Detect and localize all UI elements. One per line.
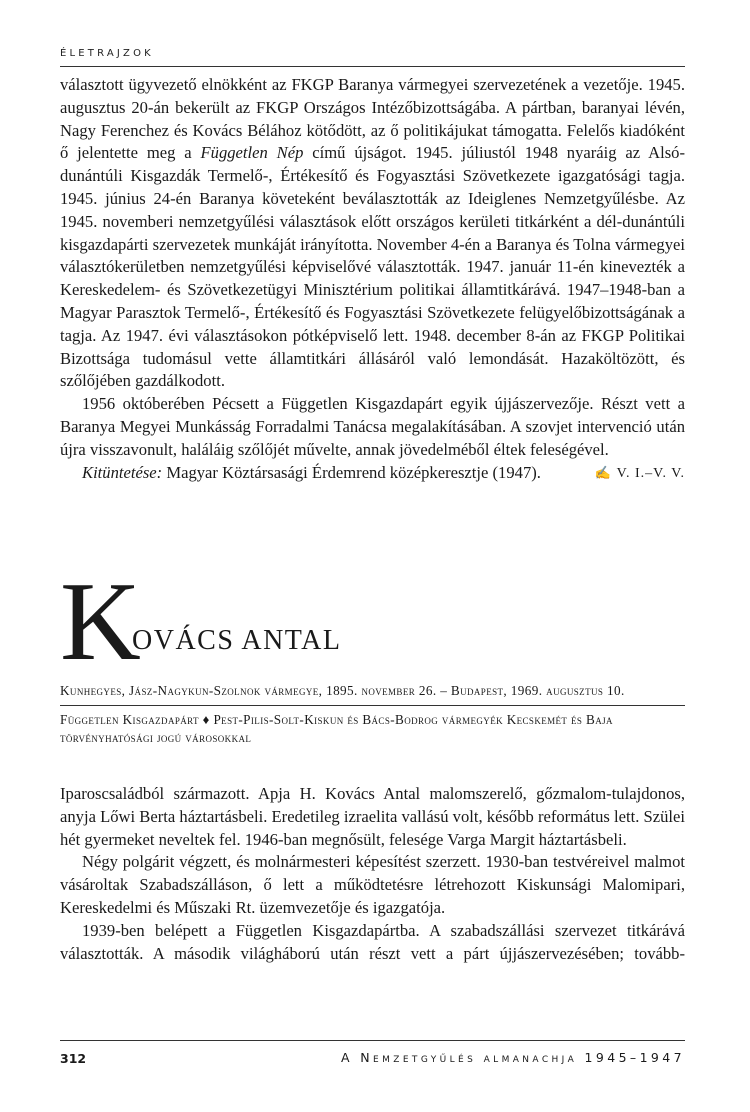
paragraph: Négy polgárit végzett, és molnármesteri képesítést szerzett. 1930-ban testvéreivel malmot vásároltak Szabadszálláson, ő lett a működtetésre létrehozott Kiskunsági Malomipari, Kereskedelmi és Műszaki Rt. üzemvezetője és igazgatója.: [60, 852, 685, 917]
award-text: Magyar Köztársasági Érdemrend középkeresztje (1947).: [162, 462, 541, 482]
pen-icon: ✍: [594, 464, 612, 480]
meta-rule: [60, 705, 685, 706]
signature-initials: V. I.–V. V.: [616, 465, 685, 481]
previous-entry-text: [60, 74, 685, 485]
header-rule: [60, 66, 685, 67]
party-constituency: [60, 711, 685, 746]
book-title: A Nemzetgyűlés almanachja 1945–1947: [340, 1050, 685, 1065]
entry-initial: K: [60, 560, 141, 684]
paragraph: [60, 74, 685, 393]
running-head: ÉLETRAJZOK: [60, 48, 154, 59]
birth-death-line: Kunhegyes, Jász-Nagykun-Szolnok vármegye, 1895. november 26. – Budapest, 1969. augusztus 10.: [60, 683, 625, 698]
entry-text: [60, 783, 685, 965]
author-signature: [572, 462, 685, 486]
page-number: 312: [60, 1051, 87, 1066]
awards-line: [60, 462, 685, 485]
footer-rule: [60, 1040, 685, 1041]
paragraph: 1939-ben belépett a Független Kisgazdapártba. A szabadszállási szervezet titkárává választották. A második világháború után részt vett a párt újjászervezésében; tovább-: [60, 920, 685, 963]
newspaper-title: Független Nép: [200, 143, 304, 163]
paragraph: Iparoscsaládból származott. Apja H. Kovács Antal malomszerelő, gőzmalom-tulajdonos, anyja Lőwi Berta háztartásbeli. Eredetileg izraelita vallású volt, később református lett. Szülei hét gyermeket neveltek fel. 1946-ban megnősült, felesége Varga Margit háztartásbeli.: [60, 784, 685, 849]
text-run: választott ügyvezető elnökként az FKGP Baranya vármegyei szervezetének a vezetője. 1945. augusztus 20-án bekerült az FKGP Országos Intézőbizottságába. A pártban, baranyai lévén, Nagy Ferenchez és Kovács Bélához kötődött, az ő politikájukat támogatta. Felelős kiadóként ő jelentette meg a: [60, 75, 685, 163]
text-run: című újságot. 1945. júliustól 1948 nyaráig az Alsó-dunántúli Kisgazdák Termelő-, Értékesítő és Fogyasztási Szövetkezete igazgatósági tagja. 1945. június 24-én Baranya követeként beválasztották az Ideiglenes Nemzetgyűlésbe. Az 1945. novemberi nemzetgyűlési választások előtt országos kerületi titkárként a dél-dunántúli kisgazdapárti szervezetek munkáját irányította. November 4-én a Baranya és Tolna vármegyei választókerületben nemzetgyűlési képviselővé választották. 1947. január 11-én kinevezték a Kereskedelem- és Szövetkezetügyi Minisztérium politikai államtitkárává. 1947–1948-ban a Magyar Parasztok Termelő-, Értékesítő és Fogyasztási Szövetkezete felügyelőbizottságának a tagja. Az 1947. évi választásokon pótképviselő lett. 1948. december 8-án az FKGP Politikai Bizottsága tudomásul vette államtitkári állásáról való lemondását. Hazaköltözött, és szőlőjében gazdálkodott.: [60, 143, 685, 391]
entry-name: OVÁCS ANTAL: [132, 625, 342, 656]
paragraph: 1956 októberében Pécsett a Független Kisgazdapárt egyik újjászervezője. Részt vett a Baranya Megyei Munkásság Forradalmi Tanácsa megalakításában. A szovjet intervenció után újra visszavonult, haláláig szőlőjét művelte, annak jövedelméből éltek feleségével.: [60, 394, 685, 459]
award-label: Kitüntetése:: [82, 462, 163, 482]
party: Független Kisgazdapárt: [60, 712, 199, 727]
constituency: Pest-Pilis-Solt-Kiskun és Bács-Bodrog vármegyék Kecskemét és Baja törvényhatósági jogú városokkal: [60, 712, 613, 745]
diamond-separator-icon: ♦: [202, 712, 210, 727]
